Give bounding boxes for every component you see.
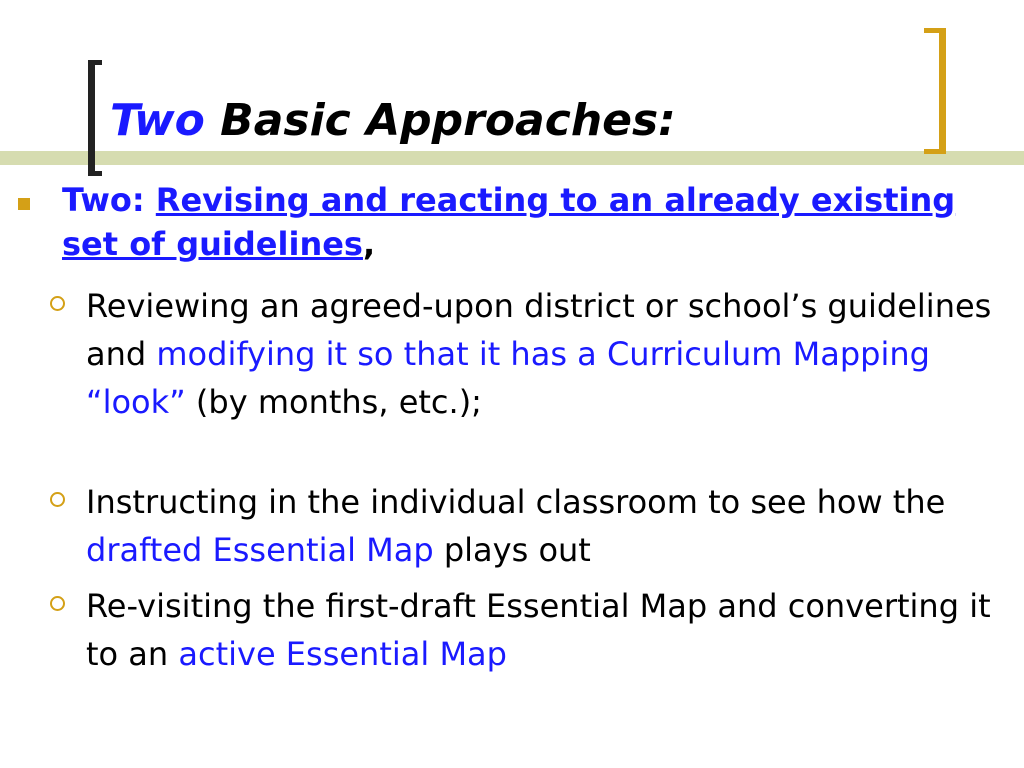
ring-bullet-icon [50, 296, 65, 311]
left-bracket-decoration [88, 60, 102, 176]
title-main: Basic Approaches: [220, 95, 676, 146]
sub-bullet-after: (by months, etc.); [185, 383, 482, 421]
sub-bullet-text [86, 282, 1004, 426]
main-bullet-prefix: Two: [62, 181, 156, 219]
main-bullet-link[interactable]: Revising and reacting to an already existing set of guidelines [62, 181, 956, 263]
sub-bullet-after: plays out [433, 531, 591, 569]
sub-bullet-text [86, 582, 1004, 678]
title-accent: Two [110, 95, 205, 146]
square-bullet-icon [18, 198, 30, 210]
ring-bullet-icon [50, 596, 65, 611]
sub-bullet-text [86, 478, 1004, 574]
sub-bullet-before: Re-visiting the first-draft Essential Map and converting it to an [86, 587, 991, 673]
slide-title [110, 88, 676, 154]
sub-bullet [50, 478, 1010, 574]
sub-bullet [50, 282, 1010, 426]
main-bullet-suffix: , [362, 225, 376, 263]
main-bullet [12, 178, 1012, 266]
sub-bullet-highlight: drafted Essential Map [86, 531, 434, 569]
sub-bullet-highlight: active Essential Map [178, 635, 507, 673]
sub-bullet-before: Reviewing an agreed-upon district or school’s guidelines and [86, 287, 992, 373]
right-bracket-decoration [924, 28, 946, 154]
main-bullet-text [62, 178, 1002, 266]
sub-bullet-before: Instructing in the individual classroom to see how the [86, 483, 946, 521]
sub-bullet [50, 582, 1010, 678]
ring-bullet-icon [50, 492, 65, 507]
sub-bullet-highlight: modifying it so that it has a Curriculum Mapping “look” [86, 335, 930, 421]
